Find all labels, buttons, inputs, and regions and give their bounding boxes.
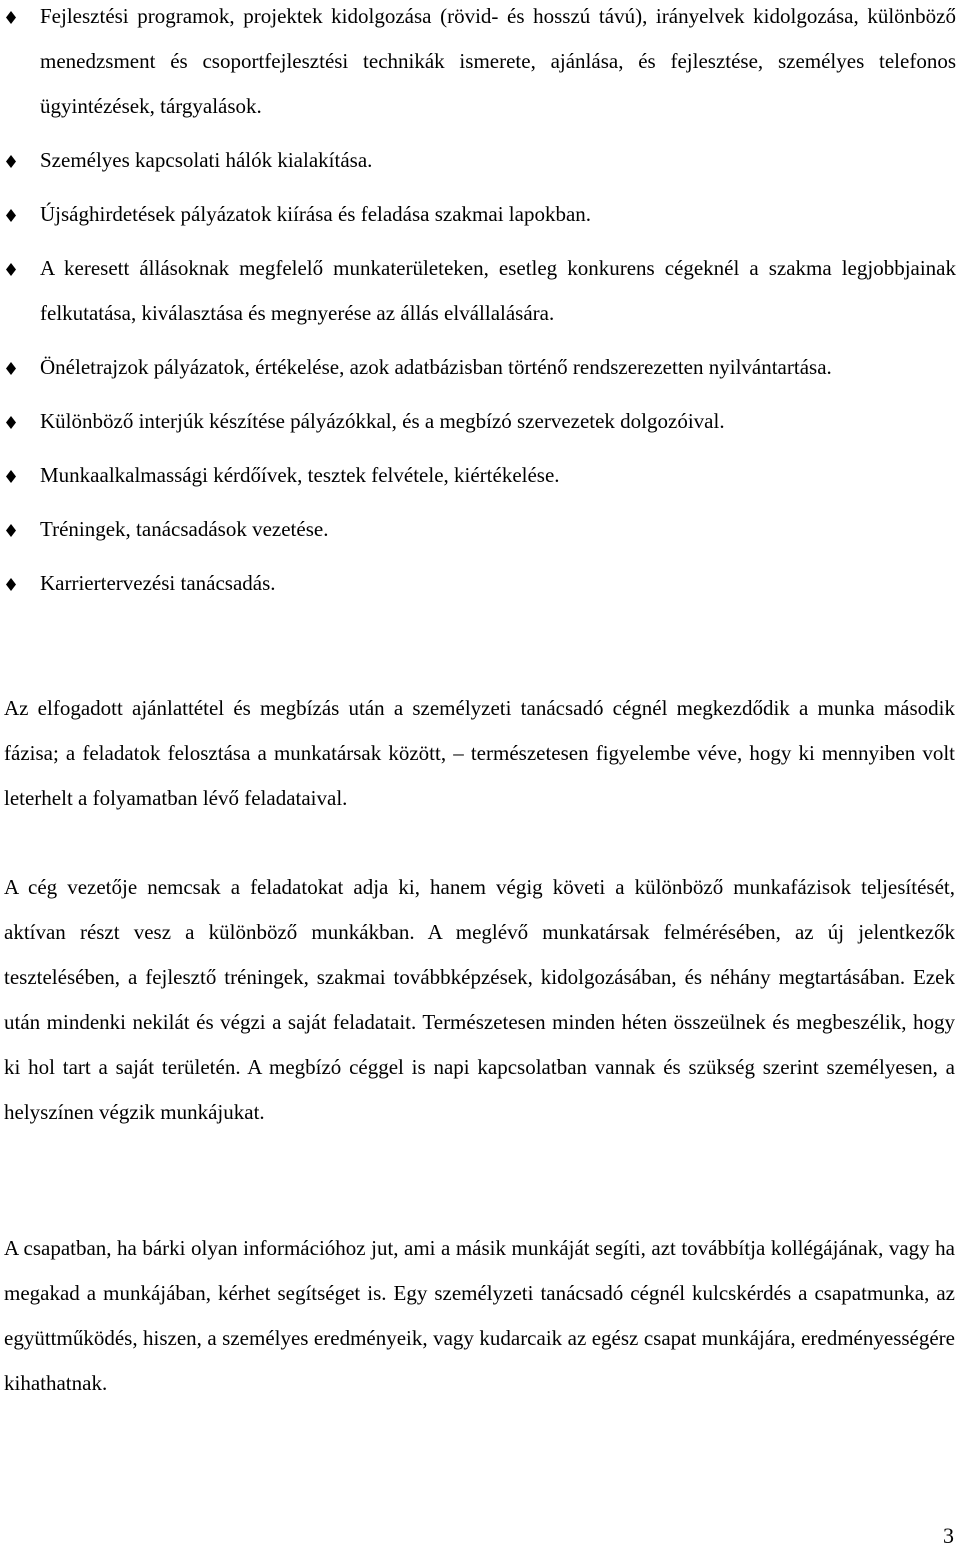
list-item-text: Különböző interjúk készítése pályázókkal, és a megbízó szervezetek dolgozóival. bbox=[40, 409, 725, 433]
list-item-text: Személyes kapcsolati hálók kialakítása. bbox=[40, 148, 373, 172]
list-item-text: Tréningek, tanácsadások vezetése. bbox=[40, 517, 329, 541]
paragraph: Az elfogadott ajánlattétel és megbízás után a személyzeti tanácsadó cégnél megkezdődik a munka második fázisa; a feladatok felosztása a munkatársak között, – természetesen figyelembe véve, hogy ki mennyiben volt leterhelt a folyamatban lévő feladataival. bbox=[4, 696, 955, 810]
diamond-bullet-icon bbox=[6, 362, 16, 375]
page-number: 3 bbox=[943, 1523, 954, 1548]
list-item bbox=[4, 192, 956, 237]
list-item bbox=[4, 507, 956, 552]
list-item bbox=[4, 561, 956, 606]
diamond-bullet-icon bbox=[6, 263, 16, 276]
list-item-text: A keresett állásoknak megfelelő munkaterületeken, esetleg konkurens cégeknél a szakma legjobbjainak felkutatása, kiválasztása és megnyerése az állás elvállalására. bbox=[40, 256, 956, 325]
diamond-bullet-icon bbox=[6, 155, 16, 168]
diamond-bullet-icon bbox=[6, 209, 16, 222]
list-item bbox=[4, 246, 956, 336]
diamond-bullet-icon bbox=[6, 11, 16, 24]
list-item bbox=[4, 138, 956, 183]
list-item bbox=[4, 399, 956, 444]
paragraph: A cég vezetője nemcsak a feladatokat adja ki, hanem végig követi a különböző munkafázisok teljesítését, aktívan részt vesz a különböző munkákban. A meglévő munkatársak felmérésében, az új jelentkezők tesztelésében, a fejlesztő tréningek, szakmai továbbképzések, kidolgozásában, és néhány megtartásában. Ezek után mindenki nekilát és végzi a saját feladatait. Természetesen minden héten összeülnek és megbeszélik, hogy ki hol tart a saját területén. A megbízó céggel is napi kapcsolatban vannak és szükség szerint személyesen, a helyszínen végzik munkájukat. bbox=[4, 875, 955, 1124]
paragraph: A csapatban, ha bárki olyan információhoz jut, ami a másik munkáját segíti, azt továbbítja kollégájának, vagy ha megakad a munkájában, kérhet segítséget is. Egy személyzeti tanácsadó cégnél kulcskérdés a csapatmunka, az együttműködés, hiszen, a személyes eredményeik, vagy kudarcaik az egész csapat munkájára, eredményességére kihathatnak. bbox=[4, 1236, 955, 1395]
list-item bbox=[4, 453, 956, 498]
bullet-list bbox=[4, 0, 956, 615]
list-item-text: Karriertervezési tanácsadás. bbox=[40, 571, 276, 595]
diamond-bullet-icon bbox=[6, 524, 16, 537]
list-item bbox=[4, 345, 956, 390]
list-item bbox=[4, 0, 956, 129]
diamond-bullet-icon bbox=[6, 416, 16, 429]
list-item-text: Önéletrajzok pályázatok, értékelése, azok adatbázisban történő rendszerezetten nyilvántartása. bbox=[40, 355, 832, 379]
diamond-bullet-icon bbox=[6, 578, 16, 591]
list-item-text: Munkaalkalmassági kérdőívek, tesztek felvétele, kiértékelése. bbox=[40, 463, 560, 487]
list-item-text: Újsághirdetések pályázatok kiírása és feladása szakmai lapokban. bbox=[40, 202, 592, 226]
list-item-text: Fejlesztési programok, projektek kidolgozása (rövid- és hosszú távú), irányelvek kidolgozása, különböző menedzsment és csoportfejlesztési technikák ismerete, ajánlása, és fejlesztése, személyes telefonos ügyintézések, tárgyalások. bbox=[40, 4, 956, 118]
diamond-bullet-icon bbox=[6, 470, 16, 483]
